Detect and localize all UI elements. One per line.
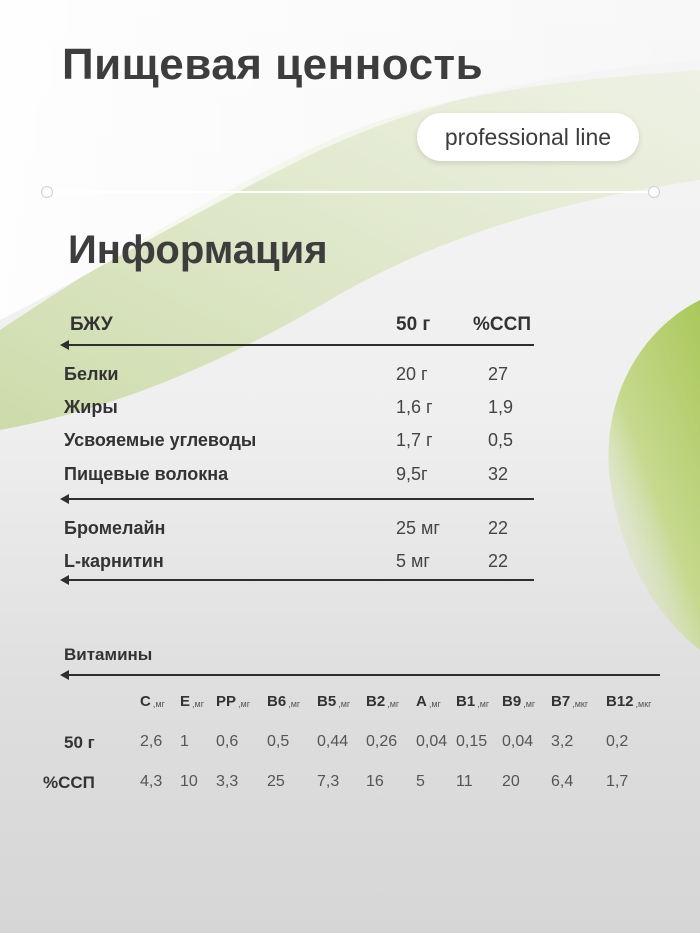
vitamin-amount: 0,04 xyxy=(416,733,448,750)
vitamin-percent: 6,4 xyxy=(551,773,574,790)
divider-dot-right xyxy=(648,186,660,198)
row-amount: 1,6 г xyxy=(396,397,433,417)
vitamin-amount: 3,2 xyxy=(551,733,574,750)
vitamin-amount: 1 xyxy=(180,733,189,750)
vitamin-percent: 11 xyxy=(456,773,473,790)
vitamin-amount: 0,04 xyxy=(502,733,534,750)
divider-dot-left xyxy=(41,186,53,198)
vitamin-name: B9 xyxy=(502,693,522,710)
vitamins-rule xyxy=(66,674,660,676)
vitamin-header xyxy=(551,693,588,710)
vitamin-percent: 4,3 xyxy=(140,773,163,790)
row-percent: 32 xyxy=(488,464,509,484)
vitamin-percent: 5 xyxy=(416,773,425,790)
row-name: Бромелайн xyxy=(64,518,166,538)
row-percent: 1,9 xyxy=(488,397,514,417)
row-percent: 27 xyxy=(488,364,509,384)
row-amount: 1,7 г xyxy=(396,430,433,450)
column-header-percent: %ССП xyxy=(473,314,531,335)
section-title: Информация xyxy=(68,228,328,272)
vitamin-header xyxy=(267,693,300,710)
vitamin-header xyxy=(606,693,651,710)
row-amount: 25 мг xyxy=(396,518,440,538)
vitamin-name: E xyxy=(180,693,191,710)
vitamin-unit: ,мг xyxy=(238,699,250,709)
vitamin-amount: 0,44 xyxy=(317,733,349,750)
row-name: Пищевые волокна xyxy=(64,464,229,484)
vitamin-name: PP xyxy=(216,693,237,710)
vitamin-unit: ,мг xyxy=(387,699,400,709)
vitamins-title: Витамины xyxy=(64,645,153,664)
vitamin-amount: 0,5 xyxy=(267,733,290,750)
vitamin-header xyxy=(366,693,399,710)
row-name: Жиры xyxy=(64,397,118,417)
vitamin-unit: ,мг xyxy=(152,699,165,709)
vitamin-header xyxy=(180,693,204,710)
column-header-name: БЖУ xyxy=(70,314,113,335)
row-amount: 20 г xyxy=(396,364,428,384)
vitamin-percent: 7,3 xyxy=(317,773,340,790)
vitamin-percent: 10 xyxy=(180,773,198,790)
vitamin-amount: 2,6 xyxy=(140,733,163,750)
vitamin-header xyxy=(216,693,250,710)
vitamin-name: B7 xyxy=(551,693,571,710)
vitamin-unit: ,мг xyxy=(523,699,536,709)
table-rule xyxy=(66,498,534,500)
vitamin-header xyxy=(416,693,441,710)
vitamin-header xyxy=(140,693,165,710)
vitamin-name: B1 xyxy=(456,693,476,710)
vitamin-name: B5 xyxy=(317,693,337,710)
product-line-badge: professional line xyxy=(417,113,639,161)
divider-top xyxy=(46,191,654,193)
vitamin-name: A xyxy=(416,693,427,710)
vitamin-unit: ,мг xyxy=(192,699,204,709)
vitamin-amount: 0,6 xyxy=(216,733,239,750)
row-name: Усвояемые углеводы xyxy=(64,430,257,450)
vitamin-percent: 16 xyxy=(366,773,384,790)
vitamin-unit: ,мг xyxy=(288,699,301,709)
row-name: L-карнитин xyxy=(64,551,164,571)
vitamins-row-label-percent: %ССП xyxy=(43,773,95,792)
vitamin-unit: ,мг xyxy=(477,699,490,709)
vitamin-amount: 0,2 xyxy=(606,733,629,750)
vitamin-percent: 1,7 xyxy=(606,773,629,790)
vitamin-unit: ,мг xyxy=(338,699,351,709)
vitamin-percent: 20 xyxy=(502,773,520,790)
vitamin-percent: 3,3 xyxy=(216,773,239,790)
vitamin-unit: ,мг xyxy=(428,699,441,709)
vitamin-header xyxy=(502,693,535,710)
vitamins-row-label-amount: 50 г xyxy=(64,733,95,752)
table-rule xyxy=(66,344,534,346)
vitamin-unit: ,мкг xyxy=(635,699,652,709)
vitamin-header xyxy=(456,693,489,710)
row-percent: 22 xyxy=(488,551,509,571)
page-title: Пищевая ценность xyxy=(62,40,484,89)
column-header-amount: 50 г xyxy=(396,314,431,335)
vitamin-amount: 0,26 xyxy=(366,733,398,750)
vitamin-unit: ,мкг xyxy=(572,699,589,709)
row-percent: 22 xyxy=(488,518,509,538)
row-amount: 9,5г xyxy=(396,464,428,484)
vitamin-percent: 25 xyxy=(267,773,285,790)
vitamin-name: C xyxy=(140,693,151,710)
row-name: Белки xyxy=(64,364,119,384)
vitamin-name: B12 xyxy=(606,693,634,710)
vitamin-name: B2 xyxy=(366,693,386,710)
vitamin-amount: 0,15 xyxy=(456,733,488,750)
row-amount: 5 мг xyxy=(396,551,430,571)
vitamin-header xyxy=(317,693,350,710)
vitamin-name: B6 xyxy=(267,693,287,710)
table-rule xyxy=(66,579,534,581)
row-percent: 0,5 xyxy=(488,430,514,450)
